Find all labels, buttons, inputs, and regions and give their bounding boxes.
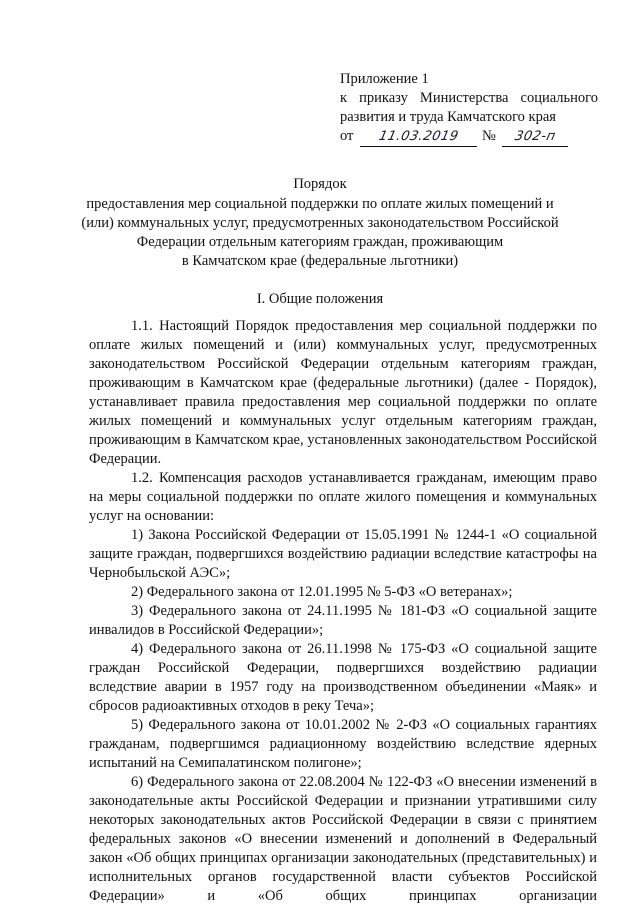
appendix-ministry: развития и труда Камчатского края xyxy=(340,109,556,125)
paragraph-1-2: 1.2. Компенсация расходов устанавливается гражданам, имеющим право на меры социальной поддержки по оплате жилого помещения и коммунальных услуг на основании: xyxy=(89,470,597,524)
document-title: Порядок xyxy=(293,176,347,192)
list-item-2: 2) Федерального закона от 12.01.1995 № 5-ФЗ «О ветеранах»; xyxy=(131,584,513,600)
list-item-3: 3) Федерального закона от 24.11.1995 № 181-ФЗ «О социальной защите инвалидов в Российской Федерации»; xyxy=(89,603,597,638)
title-line-4: в Камчатском крае (федеральные льготники) xyxy=(181,253,459,269)
appendix-header xyxy=(340,70,598,149)
document-body xyxy=(89,317,597,906)
appendix-title: Приложение 1 xyxy=(340,71,429,87)
paragraph-1-1: 1.1. Настоящий Порядок предоставления мер социальной поддержки по оплате жилых помещений и (или) коммунальных услуг, предусмотренных законодательством Российской Федерации отдельным категориям граждан, проживающим в Камчатском крае (федеральные льготники) (далее - Порядок), устанавливает правила предоставления мер социальной поддержки по оплате жилых помещений и коммунальных услуг отдельным категориям граждан, проживающим в Камчатском крае, установленных законодательством Российской Федерации. xyxy=(89,318,597,467)
number-prefix: № xyxy=(482,128,496,144)
handwritten-number: 302-п xyxy=(502,127,568,147)
list-item-4: 4) Федерального закона от 26.11.1998 № 175-ФЗ «О социальной защите граждан Российской Федерации, подвергшихся воздействию радиации вследствие аварии в 1957 году на производственном объединении «Маяк» и сбросов радиоактивных отходов в реку Теча»; xyxy=(89,641,597,714)
handwritten-date: 11.03.2019 xyxy=(360,127,477,147)
list-item-1: 1) Закона Российской Федерации от 15.05.1991 № 1244-1 «О социальной защите граждан, подвергшихся воздействию радиации вследствие катастрофы на Чернобыльской АЭС»; xyxy=(89,527,597,581)
list-item-6: 6) Федерального закона от 22.08.2004 № 122-ФЗ «О внесении изменений в законодательные акты Российской Федерации и признании утратившими силу некоторых законодательных актов Российской Федерации в связи с принятием федеральных законов «О внесении изменений и дополнений в Федеральный закон «Об общих принципах организации законодательных (представительных) и исполнительных органов государственной власти субъектов Российской Федерации» и «Об общих принципах организации xyxy=(89,774,597,904)
title-line-3: Федерации отдельным категориям граждан, проживающим xyxy=(136,234,504,250)
order-date-number-line xyxy=(340,127,598,149)
title-line-2: (или) коммунальных услуг, предусмотренных законодательством Российской xyxy=(81,215,559,231)
date-prefix: от xyxy=(340,128,354,144)
section-heading: I. Общие положения xyxy=(256,291,384,307)
list-item-5: 5) Федерального закона от 10.01.2002 № 2-ФЗ «О социальных гарантиях гражданам, подвергшимся радиационному воздействию вследствие ядерных испытаний на Семипалатинском полигоне»; xyxy=(89,717,597,771)
appendix-order-ref: к приказу Министерства социального xyxy=(340,90,598,106)
document-title-block xyxy=(70,175,570,271)
title-line-1: предоставления мер социальной поддержки по оплате жилых помещений и xyxy=(86,196,554,212)
